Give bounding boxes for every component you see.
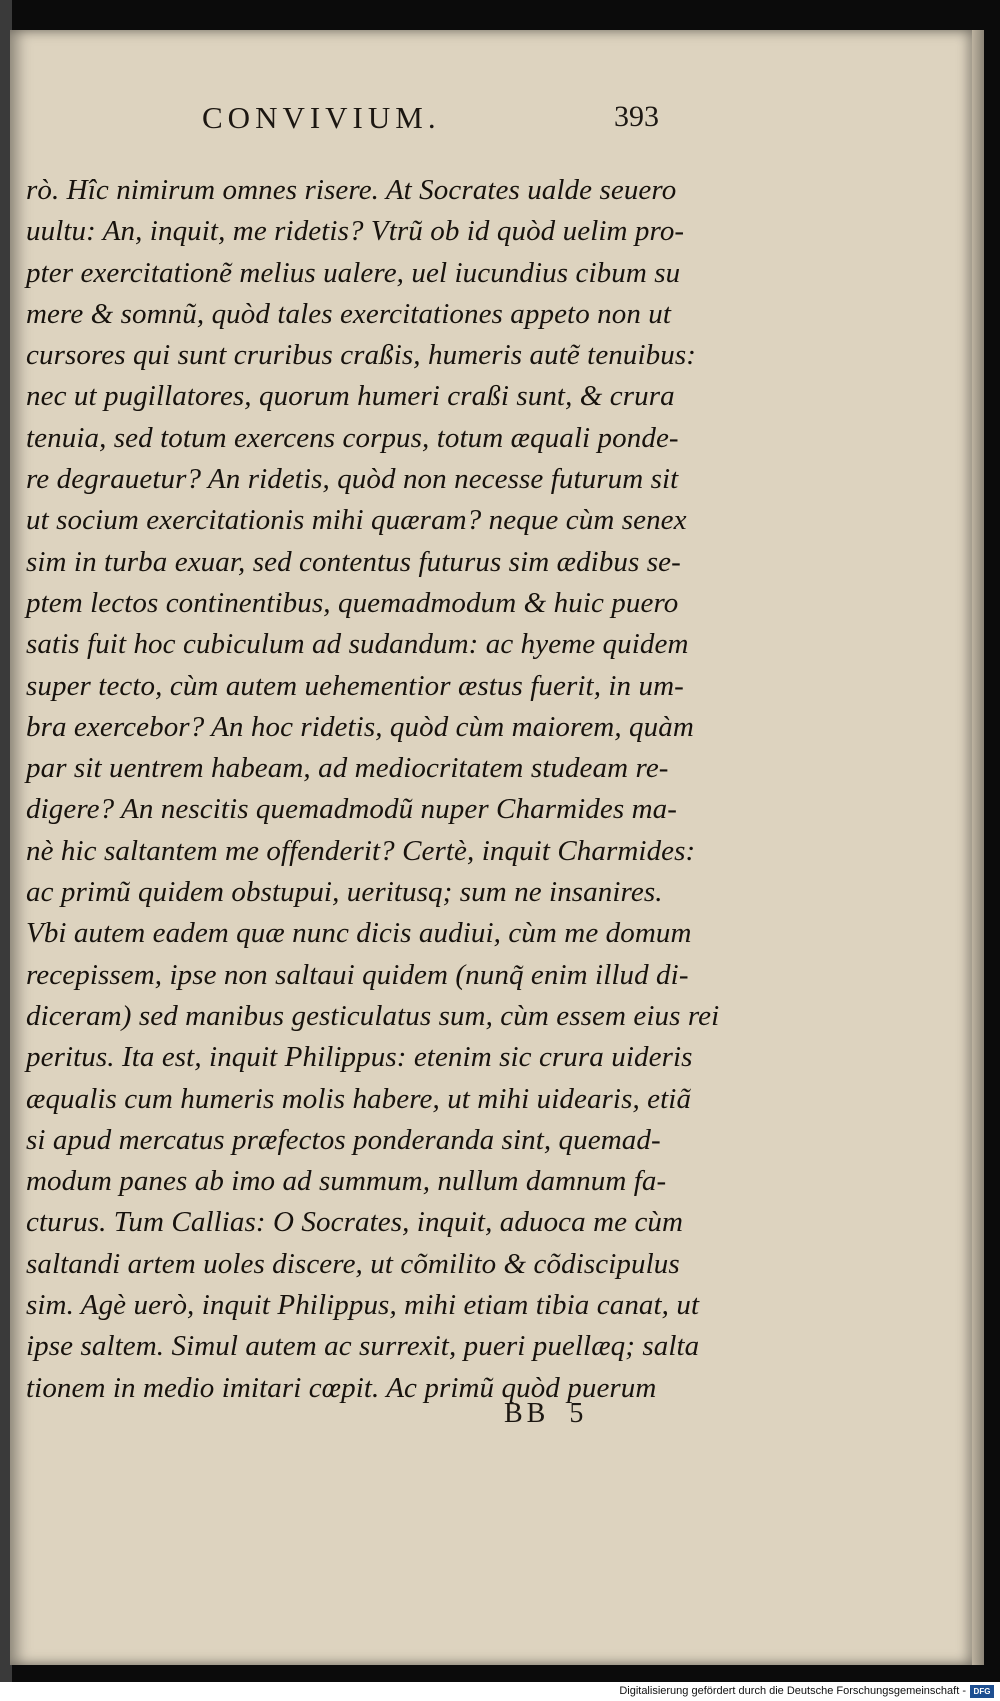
text-line: æqualis cum humeris molis habere, ut mihi uidearis, etiã <box>26 1082 692 1115</box>
text-line: ipse saltem. Simul autem ac surrexit, pueri puellæq; salta <box>26 1330 700 1363</box>
text-line: par sit uentrem habeam, ad mediocritatem studeam re- <box>26 752 669 785</box>
text-line: pter exercitationẽ melius ualere, uel iucundius cibum su <box>26 256 681 289</box>
signature-letters: BB <box>504 1398 550 1429</box>
text-line: digere? An nescitis quemadmodũ nuper Charmides ma- <box>26 793 677 826</box>
footer-credit: Digitalisierung gefördert durch die Deutsche Forschungsgemeinschaft - <box>619 1685 966 1697</box>
text-line: bra exercebor? An hoc ridetis, quòd cùm maiorem, quàm <box>26 710 694 743</box>
text-line: si apud mercatus præfectos ponderanda sint, quemad- <box>26 1123 661 1156</box>
running-head: CONVIVIUM. <box>202 100 441 135</box>
text-line: uultu: An, inquit, me ridetis? Vtrũ ob id quòd uelim pro- <box>26 215 685 248</box>
text-line: ptem lectos continentibus, quemadmodum & huic puero <box>26 586 679 619</box>
text-line: ac primũ quidem obstupui, ueritusq; sum ne insanires. <box>26 876 663 909</box>
book-page <box>10 30 972 1665</box>
text-line: mere & somnũ, quòd tales exercitationes appeto non ut <box>26 297 672 330</box>
text-line: nè hic saltantem me offenderit? Certè, inquit Charmides: <box>26 834 696 867</box>
signature-leaf: 5 <box>569 1398 588 1429</box>
text-line: satis fuit hoc cubiculum ad sudandum: ac hyeme quidem <box>26 628 689 661</box>
text-line: diceram) sed manibus gesticulatus sum, cùm essem eius rei <box>26 999 720 1032</box>
text-line: tenuia, sed totum exercens corpus, totum æquali ponde- <box>26 421 679 454</box>
text-line: recepissem, ipse non saltaui quidem (nunq̃ enim illud di- <box>26 958 689 991</box>
text-line: re degrauetur? An ridetis, quòd non necesse futurum sit <box>26 463 679 496</box>
text-line: cturus. Tum Callias: O Socrates, inquit, aduoca me cùm <box>26 1206 684 1239</box>
text-line: nec ut pugillatores, quorum humeri craßi sunt, & crura <box>26 380 675 413</box>
text-line: rò. Hîc nimirum omnes risere. At Socrates ualde seuero <box>26 174 677 206</box>
text-line: Vbi autem eadem quæ nunc dicis audiui, cùm me domum <box>26 917 692 950</box>
page-header <box>10 100 972 150</box>
dfg-logo: DFG <box>970 1685 994 1698</box>
body-text <box>26 170 736 1409</box>
text-line: peritus. Ita est, inquit Philippus: etenim sic crura uideris <box>26 1041 693 1074</box>
text-line: ut socium exercitationis mihi quæram? neque cùm senex <box>26 504 687 537</box>
text-line: saltandi artem uoles discere, ut cõmilito & cõdiscipulus <box>26 1247 680 1280</box>
text-line: modum panes ab imo ad summum, nullum damnum fa- <box>26 1165 667 1198</box>
page-number: 393 <box>614 100 659 133</box>
text-line: tionem in medio imitari cœpit. Ac primũ quòd puerum <box>26 1371 657 1404</box>
text-line: super tecto, cùm autem uehementior æstus fuerit, in um- <box>26 669 684 702</box>
text-line: cursores qui sunt cruribus craßis, humeris autẽ tenuibus: <box>26 339 696 372</box>
signature-mark <box>504 1398 587 1430</box>
text-line: sim. Agè uerò, inquit Philippus, mihi etiam tibia canat, ut <box>26 1289 700 1322</box>
text-line: sim in turba exuar, sed contentus futurus sim ædibus se- <box>26 545 681 578</box>
digitization-footer <box>0 1682 1000 1701</box>
